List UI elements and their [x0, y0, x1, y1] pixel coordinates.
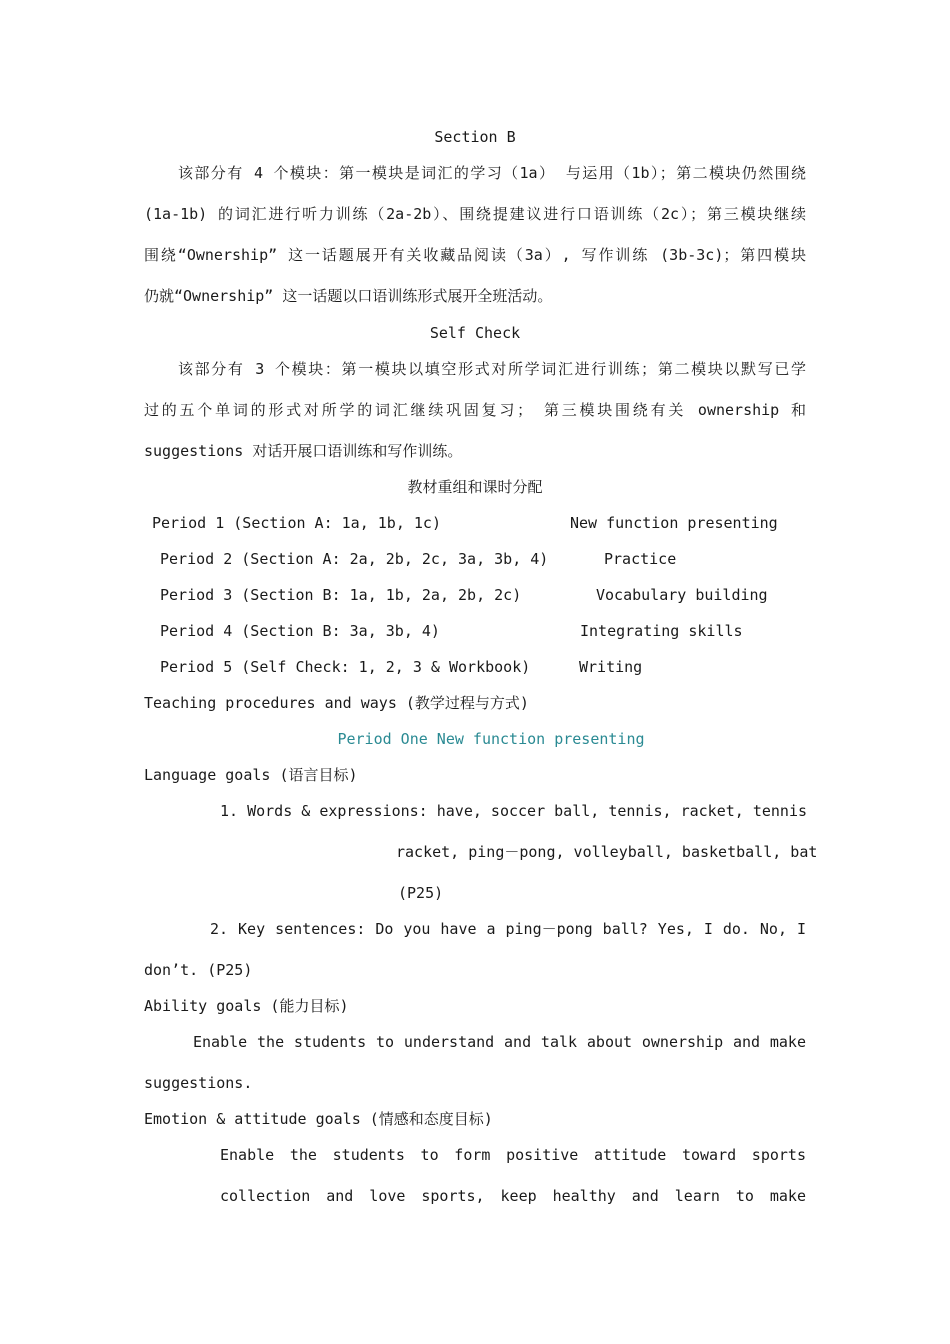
section-b-heading: Section B — [434, 128, 516, 146]
section-b-line-1: 该部分有 4 个模块：第一模块是词汇的学习（1a） 与运用（1b）；第二模块仍然围绕 — [178, 164, 806, 182]
self-check-line-1: 该部分有 3 个模块：第一模块以填空形式对所学词汇进行训练；第二模块以默写已学 — [178, 360, 806, 378]
period-4-focus: Integrating skills — [580, 622, 743, 640]
period-5-focus: Writing — [579, 658, 643, 676]
self-check-line-3: suggestions 对话开展口语训练和写作训练。 — [144, 442, 463, 460]
emotion-goals-heading: Emotion & attitude goals (情感和态度目标) — [144, 1110, 493, 1128]
ability-goals-line-1: Enable the students to understand and talk about ownership and make — [193, 1033, 806, 1051]
period-1-focus: New function presenting — [570, 514, 778, 532]
period-3-label: Period 3 (Section B: 1a, 1b, 2a, 2b, 2c) — [160, 586, 522, 604]
emotion-goals-line-1: Enable the students to form positive attitude toward sports — [220, 1146, 806, 1164]
language-goal-2-line-2: don’t. (P25) — [144, 961, 253, 979]
emotion-goals-line-2: collection and love sports, keep healthy and learn to make — [220, 1187, 806, 1205]
self-check-line-2: 过的五个单词的形式对所学的词汇继续巩固复习； 第三模块围绕有关 ownership 和 — [144, 401, 806, 419]
procedures-heading: Teaching procedures and ways (教学过程与方式) — [144, 694, 529, 712]
period-3-focus: Vocabulary building — [596, 586, 768, 604]
period-1-label: Period 1 (Section A: 1a, 1b, 1c) — [152, 514, 441, 532]
period-2-focus: Practice — [604, 550, 677, 568]
section-b-line-2: (1a-1b) 的词汇进行听力训练（2a-2b）、围绕提建议进行口语训练（2c）；第三模块继续 — [144, 205, 806, 223]
section-b-line-4: 仍就“Ownership” 这一话题以口语训练形式展开全班活动。 — [144, 287, 553, 305]
language-goal-1-line-3: (P25) — [398, 884, 444, 902]
period-5-label: Period 5 (Self Check: 1, 2, 3 & Workbook) — [160, 658, 531, 676]
self-check-heading: Self Check — [429, 324, 521, 342]
period-4-label: Period 4 (Section B: 3a, 3b, 4) — [160, 622, 440, 640]
period-2-label: Period 2 (Section A: 2a, 2b, 2c, 3a, 3b, 4) — [160, 550, 549, 568]
language-goal-2-line-1: 2. Key sentences: Do you have a ping－pong ball? Yes, I do. No, I — [210, 920, 806, 938]
period-allocation-heading: 教材重组和课时分配 — [407, 478, 543, 496]
language-goal-1-line-2: racket, ping－pong, volleyball, basketball, bat — [396, 843, 818, 861]
ability-goals-line-2: suggestions. — [144, 1074, 253, 1092]
period-one-title: Period One New function presenting — [337, 730, 645, 748]
ability-goals-heading: Ability goals (能力目标) — [144, 997, 349, 1015]
language-goals-heading: Language goals (语言目标) — [144, 766, 358, 784]
section-b-line-3: 围绕“Ownership” 这一话题展开有关收藏品阅读（3a）, 写作训练 (3b-3c)；第四模块 — [144, 246, 806, 264]
language-goal-1-line-1: 1. Words & expressions: have, soccer ball, tennis, racket, tennis — [220, 802, 807, 820]
